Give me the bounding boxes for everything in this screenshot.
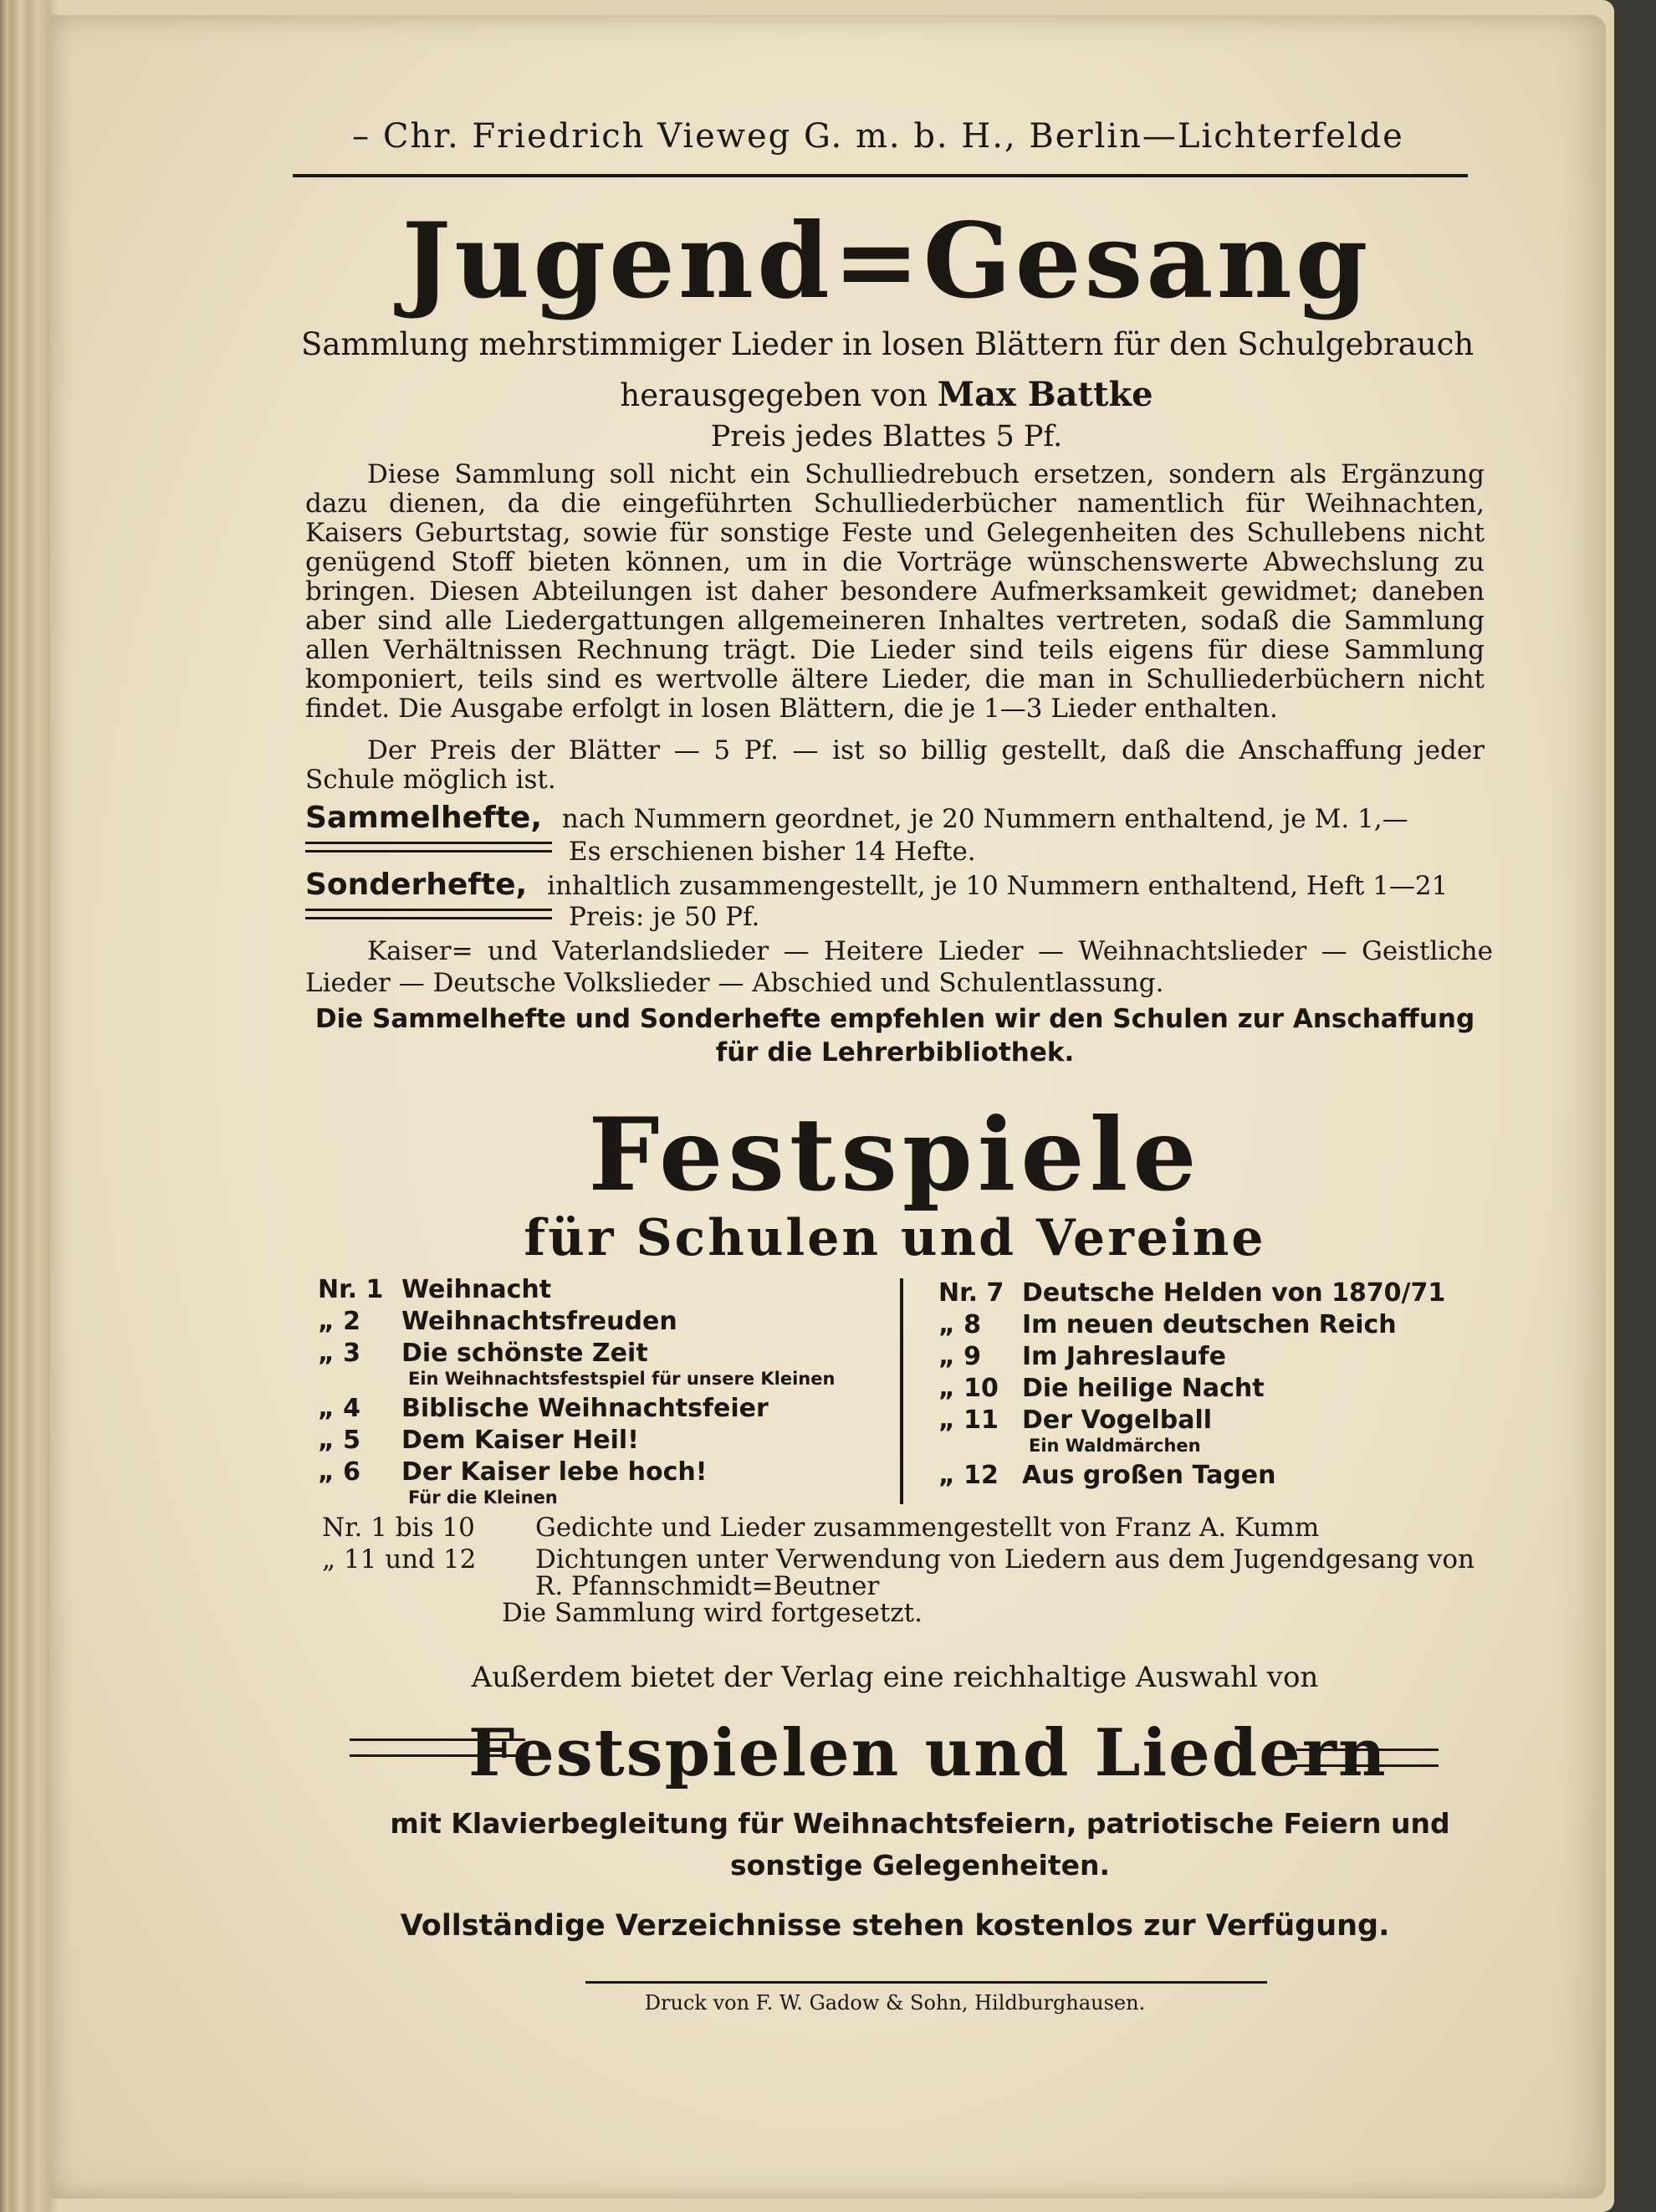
recommendation: Die Sammelhefte und Sonderhefte empfehlen wir den Schulen zur Anschaffung für die Lehrerbibliothek. xyxy=(314,1004,1475,1068)
editor-line xyxy=(301,375,1472,414)
authors-line: „ 11 und 12 Dichtungen unter Verwendung von Liedern aus dem Jugendgesang von xyxy=(322,1544,1475,1575)
sheet-price: Preis jedes Blattes 5 Pf. xyxy=(710,420,1063,453)
authors-line: R. Pfannschmidt=Beutner xyxy=(535,1571,880,1601)
price-paragraph: Der Preis der Blätter — 5 Pf. — ist so billig gestellt, daß die Anschaffung jeder Schule möglich ist. xyxy=(305,735,1485,795)
sammelhefte-text: nach Nummern geordnet, je 20 Nummern enthaltend, je M. 1,— xyxy=(561,804,1408,834)
play-item: „ 8 Im neuen deutschen Reich xyxy=(938,1310,1397,1339)
printer-rule xyxy=(585,1981,1267,1984)
play-item: „ 5 Dem Kaiser Heil! xyxy=(318,1426,639,1455)
sammelhefte-underline xyxy=(305,842,552,853)
editor-prefix: herausgegeben von xyxy=(620,377,928,413)
play-subtitle: Ein Weihnachtsfestspiel für unsere Kleinen xyxy=(408,1369,836,1389)
description-paragraph: Diese Sammlung soll nicht ein Schulliedrebuch ersetzen, sondern als Ergänzung dazu dienen, da die eingeführten Schulliederbücher namentlich für Weihnachten, Kaisers Geburtstag, sowie für sonstige Feste und Gelegenheiten des Schullebens nicht genügend Stoff bieten können, um in die Vorträge wünschenswerte Abwechslung zu bringen. Diesen Abteilungen ist daher besondere Aufmerksamkeit gewidmet; daneben aber sind alle Liedergattungen allgemeineren Inhaltes vertreten, sodaß die Sammlung allen Verhältnissen Rechnung trägt. Die Lieder sind teils eigens für diese Sammlung komponiert, teils sind es wertvolle ältere Lieder, die man in Schulliederbüchern nicht findet. Die Ausgabe erfolgt in losen Blättern, die je 1—3 Lieder enthalten. xyxy=(305,459,1485,724)
jugend-gesang-subtitle: Sammlung mehrstimmiger Lieder in losen Blättern für den Schulgebrauch xyxy=(301,326,1475,362)
authors-line: Nr. 1 bis 10 Gedichte und Lieder zusammengestellt von Franz A. Kumm xyxy=(322,1513,1320,1543)
sammelhefte-label: Sammelhefte, xyxy=(305,801,543,835)
sonderhefte-price: Preis: je 50 Pf. xyxy=(569,902,760,932)
title-rule-right xyxy=(1296,1749,1439,1767)
editor-name: Max Battke xyxy=(937,375,1153,414)
sonderhefte-line1 xyxy=(305,870,1448,901)
play-item: Nr. 7 Deutsche Helden von 1870/71 xyxy=(938,1278,1446,1308)
sonderhefte-underline xyxy=(305,909,552,919)
play-item: „ 6 Der Kaiser lebe hoch! xyxy=(318,1457,708,1487)
offer-intro: Außerdem bietet der Verlag eine reichhaltige Auswahl von xyxy=(471,1661,1319,1694)
festspiele-subtitle: für Schulen und Vereine xyxy=(524,1209,1266,1267)
play-item: „ 11 Der Vogelball xyxy=(938,1406,1213,1435)
festspiele-title: Festspiele xyxy=(588,1096,1202,1214)
sonderhefte-text: inhaltlich zusammengestellt, je 10 Nummern enthaltend, Heft 1—21 xyxy=(547,871,1449,901)
catalog-note: Vollständige Verzeichnisse stehen kostenlos zur Verfügung. xyxy=(400,1909,1390,1943)
jugend-gesang-title: Jugend=Gesang xyxy=(401,201,1372,322)
printer-imprint: Druck von F. W. Gadow & Sohn, Hildburghausen. xyxy=(644,1991,1146,2015)
play-item: „ 4 Biblische Weihnachtsfeier xyxy=(318,1394,769,1423)
sammelhefte-count: Es erschienen bisher 14 Hefte. xyxy=(569,837,976,867)
publisher-header: – Chr. Friedrich Vieweg G. m. b. H., Berlin—Lichterfelde xyxy=(352,117,1404,156)
play-subtitle: Ein Waldmärchen xyxy=(1029,1436,1201,1456)
header-rule xyxy=(293,174,1468,177)
play-item: „ 3 Die schönste Zeit xyxy=(318,1339,648,1368)
song-categories: Kaiser= und Vaterlandslieder — Heitere Lieder — Weihnachtslieder — Geistliche Lieder — Deutsche Volkslieder — Abschied und Schulentlassung. xyxy=(305,936,1493,998)
festspielen-liedern-title: Festspielen und Liedern xyxy=(468,1715,1388,1791)
play-subtitle: Für die Kleinen xyxy=(408,1487,558,1508)
sonderhefte-label: Sonderhefte, xyxy=(305,868,528,902)
play-item: „ 2 Weihnachtsfreuden xyxy=(318,1307,677,1336)
column-divider xyxy=(900,1278,903,1504)
play-item: Nr. 1 Weihnacht xyxy=(318,1275,552,1304)
play-item: „ 10 Die heilige Nacht xyxy=(938,1374,1265,1403)
accompaniment-text: mit Klavierbegleitung für Weihnachtsfeiern, patriotische Feiern und sonstige Gelegenheiten. xyxy=(390,1807,1450,1882)
play-item: „ 9 Im Jahreslaufe xyxy=(938,1342,1226,1371)
sammelhefte-line1 xyxy=(305,803,1408,834)
series-continued: Die Sammlung wird fortgesetzt. xyxy=(502,1598,923,1628)
play-item: „ 12 Aus großen Tagen xyxy=(938,1461,1276,1490)
